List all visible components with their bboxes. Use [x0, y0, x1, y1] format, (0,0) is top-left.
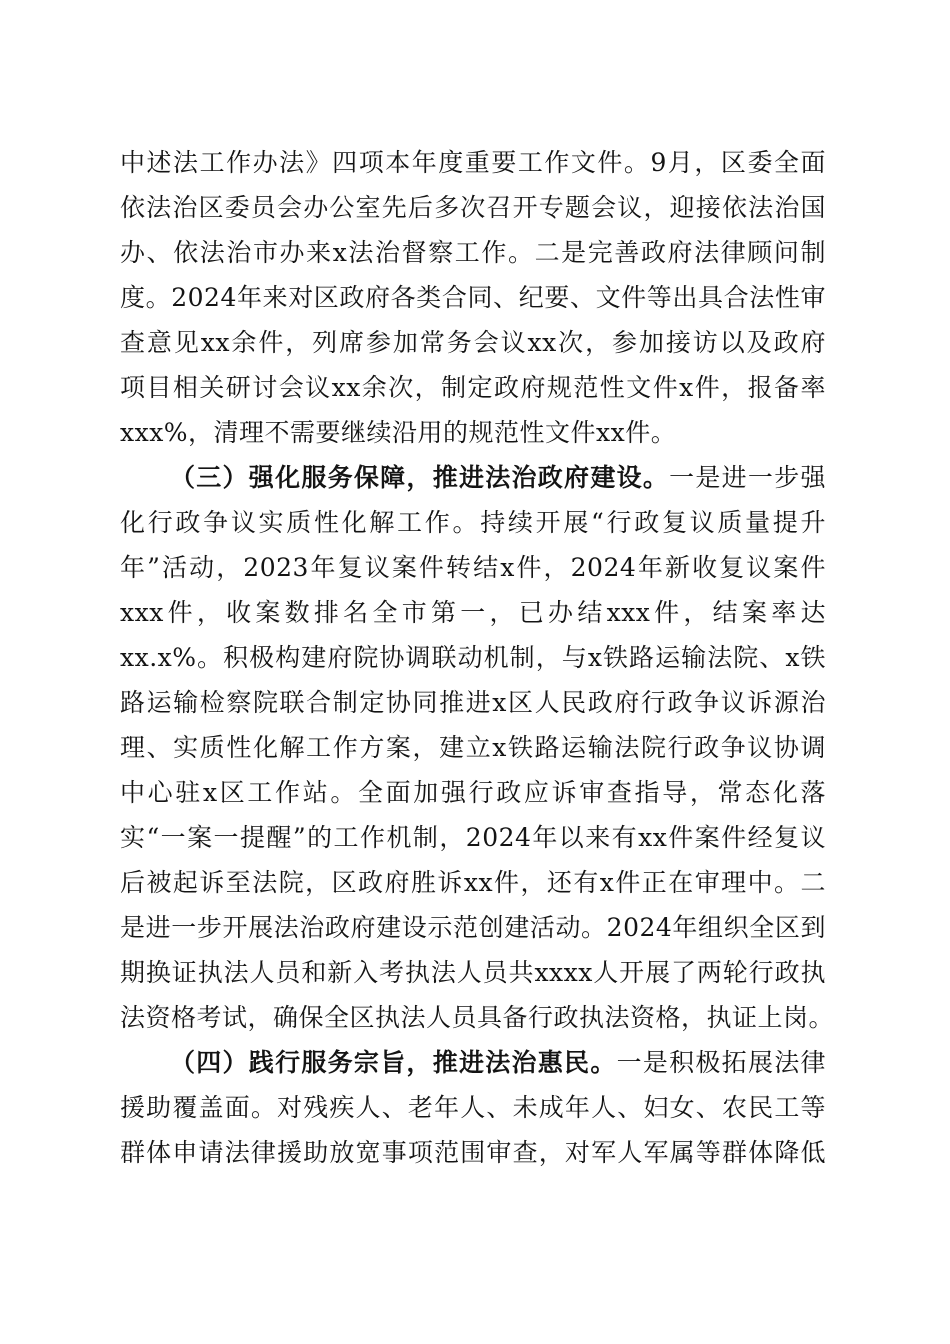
body-text-line: 查意见xx余件，列席参加常务会议xx次，参加接访以及政府 — [120, 328, 826, 357]
body-text-line: 中心驻x区工作站。全面加强行政应诉审查指导，常态化落 — [120, 778, 826, 807]
body-text-line: 实“一案一提醒”的工作机制，2024年以来有xx件案件经复议 — [120, 823, 826, 852]
body-text-line: 援助覆盖面。对残疾人、老年人、未成年人、妇女、农民工等 — [120, 1093, 826, 1122]
body-text-line: 年”活动，2023年复议案件转结x件，2024年新收复议案件 — [120, 553, 826, 582]
body-text-line: 项目相关研讨会议xx余次，制定政府规范性文件x件，报备率 — [120, 373, 826, 402]
body-text-line: xxx%，清理不需要继续沿用的规范性文件xx件。 — [120, 418, 677, 447]
body-text-line: 后被起诉至法院，区政府胜诉xx件，还有x件正在审理中。二 — [120, 868, 826, 897]
body-text-line: 度。2024年来对区政府各类合同、纪要、文件等出具合法性审 — [120, 283, 826, 312]
body-text-line: 理、实质性化解工作方案，建立x铁路运输法院行政争议协调 — [120, 733, 826, 762]
body-text-line: 办、依法治市办来x法治督察工作。二是完善政府法律顾问制 — [120, 238, 826, 267]
section-heading-line — [170, 1043, 826, 1083]
body-text-line: 中述法工作办法》四项本年度重要工作文件。9月，区委全面 — [120, 148, 826, 177]
body-text-line: xx.x%。积极构建府院协调联动机制，与x铁路运输法院、x铁 — [120, 643, 826, 672]
body-text-line: 依法治区委员会办公室先后多次召开专题会议，迎接依法治国 — [120, 193, 826, 222]
body-text-line: 化行政争议实质性化解工作。持续开展“行政复议质量提升 — [120, 508, 826, 537]
section-heading-line — [170, 458, 826, 498]
body-text-line: 路运输检察院联合制定协同推进x区人民政府行政争议诉源治 — [120, 688, 826, 717]
body-text-line: 期换证执法人员和新入考执法人员共xxxx人开展了两轮行政执 — [120, 958, 826, 987]
section-heading: （三）强化服务保障，推进法治政府建设。 — [170, 463, 670, 492]
body-text: 一是积极拓展法律 — [616, 1048, 826, 1077]
body-text-line: xxx件，收案数排名全市第一，已办结xxx件，结案率达 — [120, 598, 826, 627]
body-text: 一是进一步强 — [669, 463, 826, 492]
body-text-line: 是进一步开展法治政府建设示范创建活动。2024年组织全区到 — [120, 913, 826, 942]
section-heading: （四）践行服务宗旨，推进法治惠民。 — [170, 1048, 617, 1077]
body-text-line: 群体申请法律援助放宽事项范围审查，对军人军属等群体降低 — [120, 1138, 826, 1167]
body-text-line: 法资格考试，确保全区执法人员具备行政执法资格，执证上岗。 — [120, 1003, 835, 1032]
